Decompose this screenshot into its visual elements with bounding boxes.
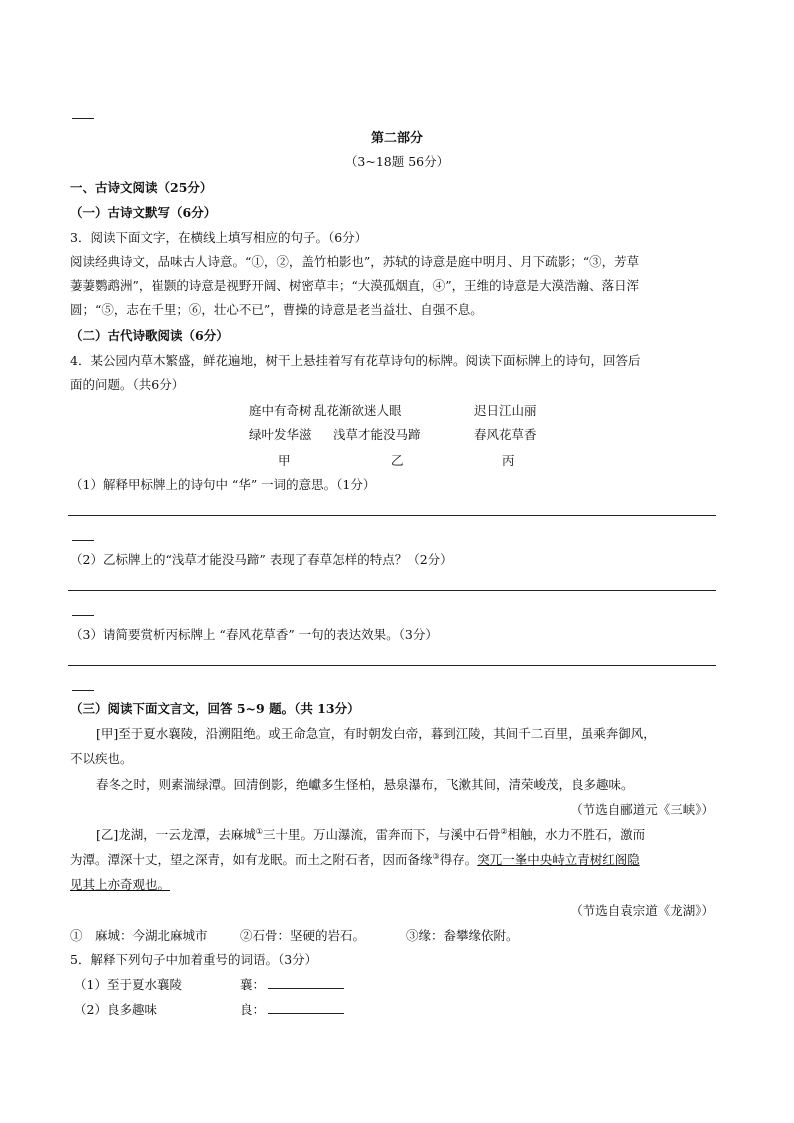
answer-line-tail bbox=[72, 540, 94, 541]
answer-line-tail bbox=[72, 690, 94, 691]
question-3-line: 萋萋鹦鹉洲”，崔颢的诗意是视野开阔、树密草丰；“大漠孤烟直，④”，王维的诗意是大漠浩瀚、落日浑 bbox=[70, 278, 640, 293]
underlined-sentence: 见其上亦奇观也。 bbox=[70, 877, 171, 892]
answer-line-tail bbox=[72, 615, 94, 616]
subsection-heading: （一）古诗文默写（6分） bbox=[70, 205, 217, 220]
footnote: ②石骨：坚硬的岩石。 bbox=[240, 928, 366, 943]
part-title: 第二部分 bbox=[370, 131, 423, 146]
sign-jia-line1: 庭中有奇树 bbox=[249, 403, 312, 418]
question-5-answer: 襄： bbox=[240, 975, 344, 993]
passage-b-line: 为潭。潭深十丈，望之深青，如有龙眠。而土之附石者，因而备缘③得存。突兀一峯中央峙立青树红阁隐 bbox=[70, 851, 640, 867]
question-5-stem: 5．解释下列句子中加着重号的词语。（3分） bbox=[70, 952, 318, 967]
passage-b-line: [乙]龙湖，一云龙潭，去麻城①三十里。万山瀑流，雷奔而下，与溪中石骨②相触，水力不胜石，激而 bbox=[96, 826, 646, 842]
sign-bing-line2: 春风花草香 bbox=[474, 427, 537, 442]
question-5-answer: 良： bbox=[240, 1000, 344, 1018]
passage-a-source: （节选自郦道元《三峡》） bbox=[570, 802, 714, 817]
underlined-sentence: 突兀一峯中央峙立青树红阁隐 bbox=[477, 852, 640, 867]
answer-line[interactable] bbox=[68, 590, 716, 591]
sign-yi-line2: 浅草才能没马蹄 bbox=[333, 427, 421, 442]
question-3-line: 圆；“⑤，志在千里；⑥，壮心不已”，曹操的诗意是老当益壮、自强不息。 bbox=[70, 302, 483, 317]
sign-label-bing: 丙 bbox=[502, 453, 515, 468]
sign-yi-line1: 乱花渐欲迷人眼 bbox=[314, 403, 402, 418]
sign-label-jia: 甲 bbox=[278, 453, 291, 468]
section-heading: 一、古诗文阅读（25分） bbox=[70, 180, 213, 195]
sign-label-yi: 乙 bbox=[391, 453, 404, 468]
question-4-part-3: （3）请简要赏析丙标牌上 “春风花草香” 一句的表达效果。（3分） bbox=[70, 627, 438, 642]
answer-line[interactable] bbox=[68, 665, 716, 666]
question-4-stem: 4．某公园内草木繁盛，鲜花遍地，树干上悬挂着写有花草诗句的标牌。阅读下面标牌上的诗句，回答后 bbox=[70, 353, 641, 368]
question-4-part-1: （1）解释甲标牌上的诗句中 “华” 一词的意思。（1分） bbox=[70, 477, 376, 492]
sign-bing-line1: 迟日江山丽 bbox=[474, 403, 537, 418]
sign-jia-line2: 绿叶发华滋 bbox=[249, 427, 312, 442]
answer-blank[interactable] bbox=[268, 1001, 344, 1014]
answer-line[interactable] bbox=[68, 515, 716, 516]
corner-rule bbox=[72, 118, 94, 119]
question-4-part-2: （2）乙标牌上的“浅草才能没马蹄” 表现了春草怎样的特点？（2分） bbox=[70, 552, 453, 567]
footnote: ③缘：畚攀缘依附。 bbox=[406, 928, 519, 943]
question-5-item: （1）至于夏水襄陵 bbox=[74, 977, 182, 992]
footnote: ① 麻城：今湖北麻城市 bbox=[70, 928, 208, 943]
passage-a-line: 春冬之时，则素湍绿潭。回清倒影，绝巘多生怪柏，悬泉瀑布，飞漱其间，清荣峻茂，良多趣味。 bbox=[96, 777, 634, 792]
question-3-line: 阅读经典诗文，品味古人诗意。“①，②，盖竹柏影也”，苏轼的诗意是庭中明月、月下疏影；“③，芳草 bbox=[70, 254, 640, 269]
question-5-item: （2）良多趣味 bbox=[74, 1002, 157, 1017]
passage-a-line: [甲]至于夏水襄陵，沿溯阻绝。或王命急宣，有时朝发白帝，暮到江陵，其间千二百里，虽乘奔御风， bbox=[96, 726, 656, 741]
answer-blank[interactable] bbox=[268, 976, 344, 989]
subsection-heading: （二）古代诗歌阅读（6分） bbox=[70, 328, 229, 343]
question-4-stem: 面的问题。（共6分） bbox=[70, 377, 185, 392]
question-3-stem: 3．阅读下面文字，在横线上填写相应的句子。（6分） bbox=[70, 230, 368, 245]
passage-b-source: （节选自袁宗道《龙湖》） bbox=[570, 903, 714, 918]
passage-a-line: 不以疾也。 bbox=[70, 751, 133, 766]
part-subtitle: （3~18题 56分） bbox=[344, 154, 450, 169]
subsection-heading: （三）阅读下面文言文，回答 5~9 题。（共 13分） bbox=[70, 701, 360, 716]
